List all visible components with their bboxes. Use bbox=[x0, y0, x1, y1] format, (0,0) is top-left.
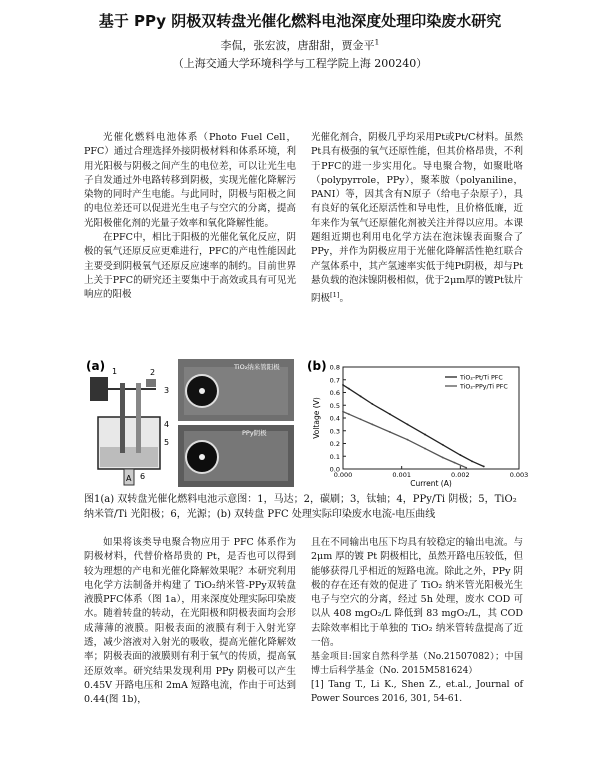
figure-b-chart bbox=[305, 357, 529, 489]
ppy-text-end: 。 bbox=[339, 293, 349, 305]
data-point-0 bbox=[459, 454, 461, 456]
inset-label-anode: TiO₂纳米管阳极 bbox=[234, 363, 280, 371]
part-number-5: 5 bbox=[164, 438, 170, 447]
data-point-0 bbox=[348, 388, 350, 390]
part-number-3: 3 bbox=[164, 386, 170, 395]
chart-axes bbox=[312, 364, 528, 489]
data-point-1 bbox=[407, 439, 409, 441]
y-tick-label: 0.6 bbox=[329, 389, 340, 397]
reference-1: [1] Tang T., Li K., Shen Z., et.al., Journal of Power Sources 2016, 301, 54-61. bbox=[311, 680, 523, 705]
figure-caption: 图1(a) 双转盘光催化燃料电池示意图：1，马达；2，碳刷；3，钛轴；4，PPy/Ti 阴极；5，TiO₂纳米管/Ti 光阳极；6，光源；(b) 双转盘 PFC 处理实际印染废水电流-电压曲线 bbox=[84, 494, 517, 520]
part-number-6: 6 bbox=[140, 472, 146, 481]
part-number-2: 2 bbox=[150, 368, 156, 377]
paper-title: 基于 PPy 阴极双转盘光催化燃料电池深度处理印染废水研究 bbox=[98, 12, 502, 30]
iv-chart-svg bbox=[305, 357, 529, 489]
data-point-0 bbox=[407, 423, 409, 425]
carbon-brush bbox=[146, 379, 156, 387]
cathode-disc-center bbox=[199, 454, 205, 460]
data-point-1 bbox=[360, 418, 362, 420]
plot-frame bbox=[343, 367, 519, 469]
inset-label-cathode: PPy阴极 bbox=[242, 429, 267, 437]
series-line-0 bbox=[343, 385, 484, 467]
paragraph-results: 且在不同输出电压下均具有较稳定的输出电流。与 2μm 厚的镀 Pt 阴极相比，虽然开路电压较低，但能够获得几乎相近的短路电流。除此之外，PPy 阴极的存在还有效的促进了 TiO₂ 纳米管光阳极光生电子与空穴的分离，经过 5h 处理，废水 COD 可以从 408 mgO₂/L 降低到 83 mgO₂/L，其 COD 去除效率相比于单独的 TiO₂ 纳米管转盘提高了近一倍。 bbox=[311, 537, 523, 649]
y-tick-label: 0.4 bbox=[329, 414, 340, 423]
y-tick-label: 0.7 bbox=[329, 376, 340, 385]
part-number-4: 4 bbox=[164, 420, 170, 429]
left-column-bottom bbox=[84, 536, 296, 708]
data-point-1 bbox=[342, 411, 344, 413]
anode-disc-center bbox=[199, 388, 205, 394]
series-line-1 bbox=[343, 412, 466, 468]
panel-label-b: (b) bbox=[307, 359, 327, 373]
right-column-bottom bbox=[311, 536, 523, 706]
data-point-0 bbox=[483, 466, 485, 468]
author-superscript: 1 bbox=[374, 37, 380, 47]
data-point-1 bbox=[348, 413, 350, 415]
ppy-text: 光催化剂合，阴极几乎均采用Pt或Pt/C材料。虽然Pt具有极强的氧气还原性能，但其价格昂贵，不利于PFC的进一步实用化。导电聚合物，如聚吡咯（polypyrrole，PPy），聚苯胺（polyaniline，PANI）等，因其含有N原子（给电子杂原子），具有良好的氧化还原活性和导电性，且价格低廉，近年来作为氧气还原催化剂被关注并得以应用。本课题组近期也利用电化学方法在泡沫镍表面聚合了PPy，并作为阴极应用于光催化降解活性艳红联合产氢体系中，其产氢速率实低于纯Pt阴极，却与Pt悬负载的泡沫镍阴极相似，优于2μm厚的镀Pt钛片阴极 bbox=[311, 132, 523, 305]
data-point-1 bbox=[442, 457, 444, 459]
data-point-0 bbox=[371, 403, 373, 405]
data-point-1 bbox=[389, 431, 391, 433]
data-point-1 bbox=[424, 448, 426, 450]
x-tick-label: 0.000 bbox=[333, 471, 353, 479]
y-tick-label: 0.3 bbox=[329, 427, 340, 436]
chart-lines bbox=[342, 384, 485, 469]
paragraph-cathode: 在PFC中，相比于阳极的光催化氧化反应，阴极的氧气还原反应更难进行，PFC的产电性能因此主要受到阴极氧气还原反应速率的制约。目前世界上关于PFC的研究还主要集中于高效或具有可见光响应的阳极 bbox=[84, 232, 296, 301]
funding-note: 基金项目:国家自然科学基（No.21507082）；中国博士后科学基金（No. 2015M581624） bbox=[311, 652, 523, 677]
y-tick-label: 0.1 bbox=[329, 452, 340, 461]
affiliation: （上海交通大学环境科学与工程学院上海 200240） bbox=[172, 57, 428, 70]
y-tick-label: 0.5 bbox=[329, 401, 340, 410]
chart-legend bbox=[445, 375, 508, 391]
x-axis-label: Current (A) bbox=[410, 479, 452, 488]
y-axis-label: Voltage (V) bbox=[312, 397, 321, 439]
tio2-photoanode-disc bbox=[136, 383, 141, 453]
citation-1: [1] bbox=[330, 291, 340, 300]
right-column-top bbox=[311, 131, 523, 307]
left-column-top bbox=[84, 131, 296, 303]
authors-text: 李侃，张宏波，唐甜甜，贾金平 bbox=[220, 39, 375, 52]
x-tick-label: 0.003 bbox=[509, 471, 529, 479]
x-tick-label: 0.001 bbox=[392, 471, 411, 479]
wastewater bbox=[100, 447, 158, 467]
data-point-0 bbox=[360, 395, 362, 397]
x-tick-label: 0.002 bbox=[451, 471, 470, 479]
y-tick-label: 0.0 bbox=[329, 465, 340, 474]
data-point-0 bbox=[471, 460, 473, 462]
author-list bbox=[0, 37, 600, 53]
paragraph-intro: 光催化燃料电池体系（Photo Fuel Cell，PFC）通过合理选择外接阴极材料和体系环境，利用光阳极与阴极之间产生的电位差，可以让光生电子自发通过外电路转移到阴极，实现光催化降解污染物的同时产生电能。与此同时，阴极与阳极之间的电位差还可以促进光生电子与空穴的分离，提高光阳极催化剂的光量子效率和氧化降解性能。 bbox=[84, 132, 296, 229]
paragraph-method: 如果将该类导电聚合物应用于 PFC 体系作为阴极材料，代替价格昂贵的 Pt，是否也可以得到较为理想的产电和光催化降解效果呢？本研究利用电化学方法制备并构建了 TiO₂纳米管-PPy双转盘液膜PFC体系（图 1a），用来深度处理实际印染废水。随着转盘的转动，在光阳极和阴极表面均会形成薄薄的液膜。阳极表面的液膜有利于入射光穿透，减少溶液对入射光的吸收，提高光催化降解效率；阴极表面的液膜则有利于氧气的传质，提高氧还原效率。研究结果发现利用 PPy 阴极可以产生 0.45V 开路电压和 2mA 短路电流，作由于可达到 0.44(图 1b)， bbox=[84, 537, 296, 706]
ppy-cathode-disc bbox=[120, 383, 125, 453]
legend-label-0: TiO₂-Pt/Ti PFC bbox=[460, 374, 503, 382]
data-point-0 bbox=[389, 413, 391, 415]
legend-label-1: TiO₂-PPy/Ti PFC bbox=[460, 383, 508, 391]
data-point-0 bbox=[424, 434, 426, 436]
y-tick-label: 0.2 bbox=[329, 440, 340, 448]
schematic-svg bbox=[84, 357, 296, 489]
figure-a-schematic bbox=[84, 357, 296, 489]
part-number-1: 1 bbox=[112, 367, 118, 376]
motor bbox=[90, 377, 108, 401]
lamp-label: A bbox=[126, 474, 132, 483]
data-point-0 bbox=[442, 444, 444, 446]
data-point-0 bbox=[342, 384, 344, 386]
panel-label-a: (a) bbox=[86, 359, 106, 373]
data-point-1 bbox=[454, 462, 456, 464]
y-tick-label: 0.8 bbox=[329, 363, 340, 372]
paragraph-ppy bbox=[311, 131, 523, 307]
data-point-1 bbox=[371, 423, 373, 425]
data-point-1 bbox=[465, 467, 467, 469]
